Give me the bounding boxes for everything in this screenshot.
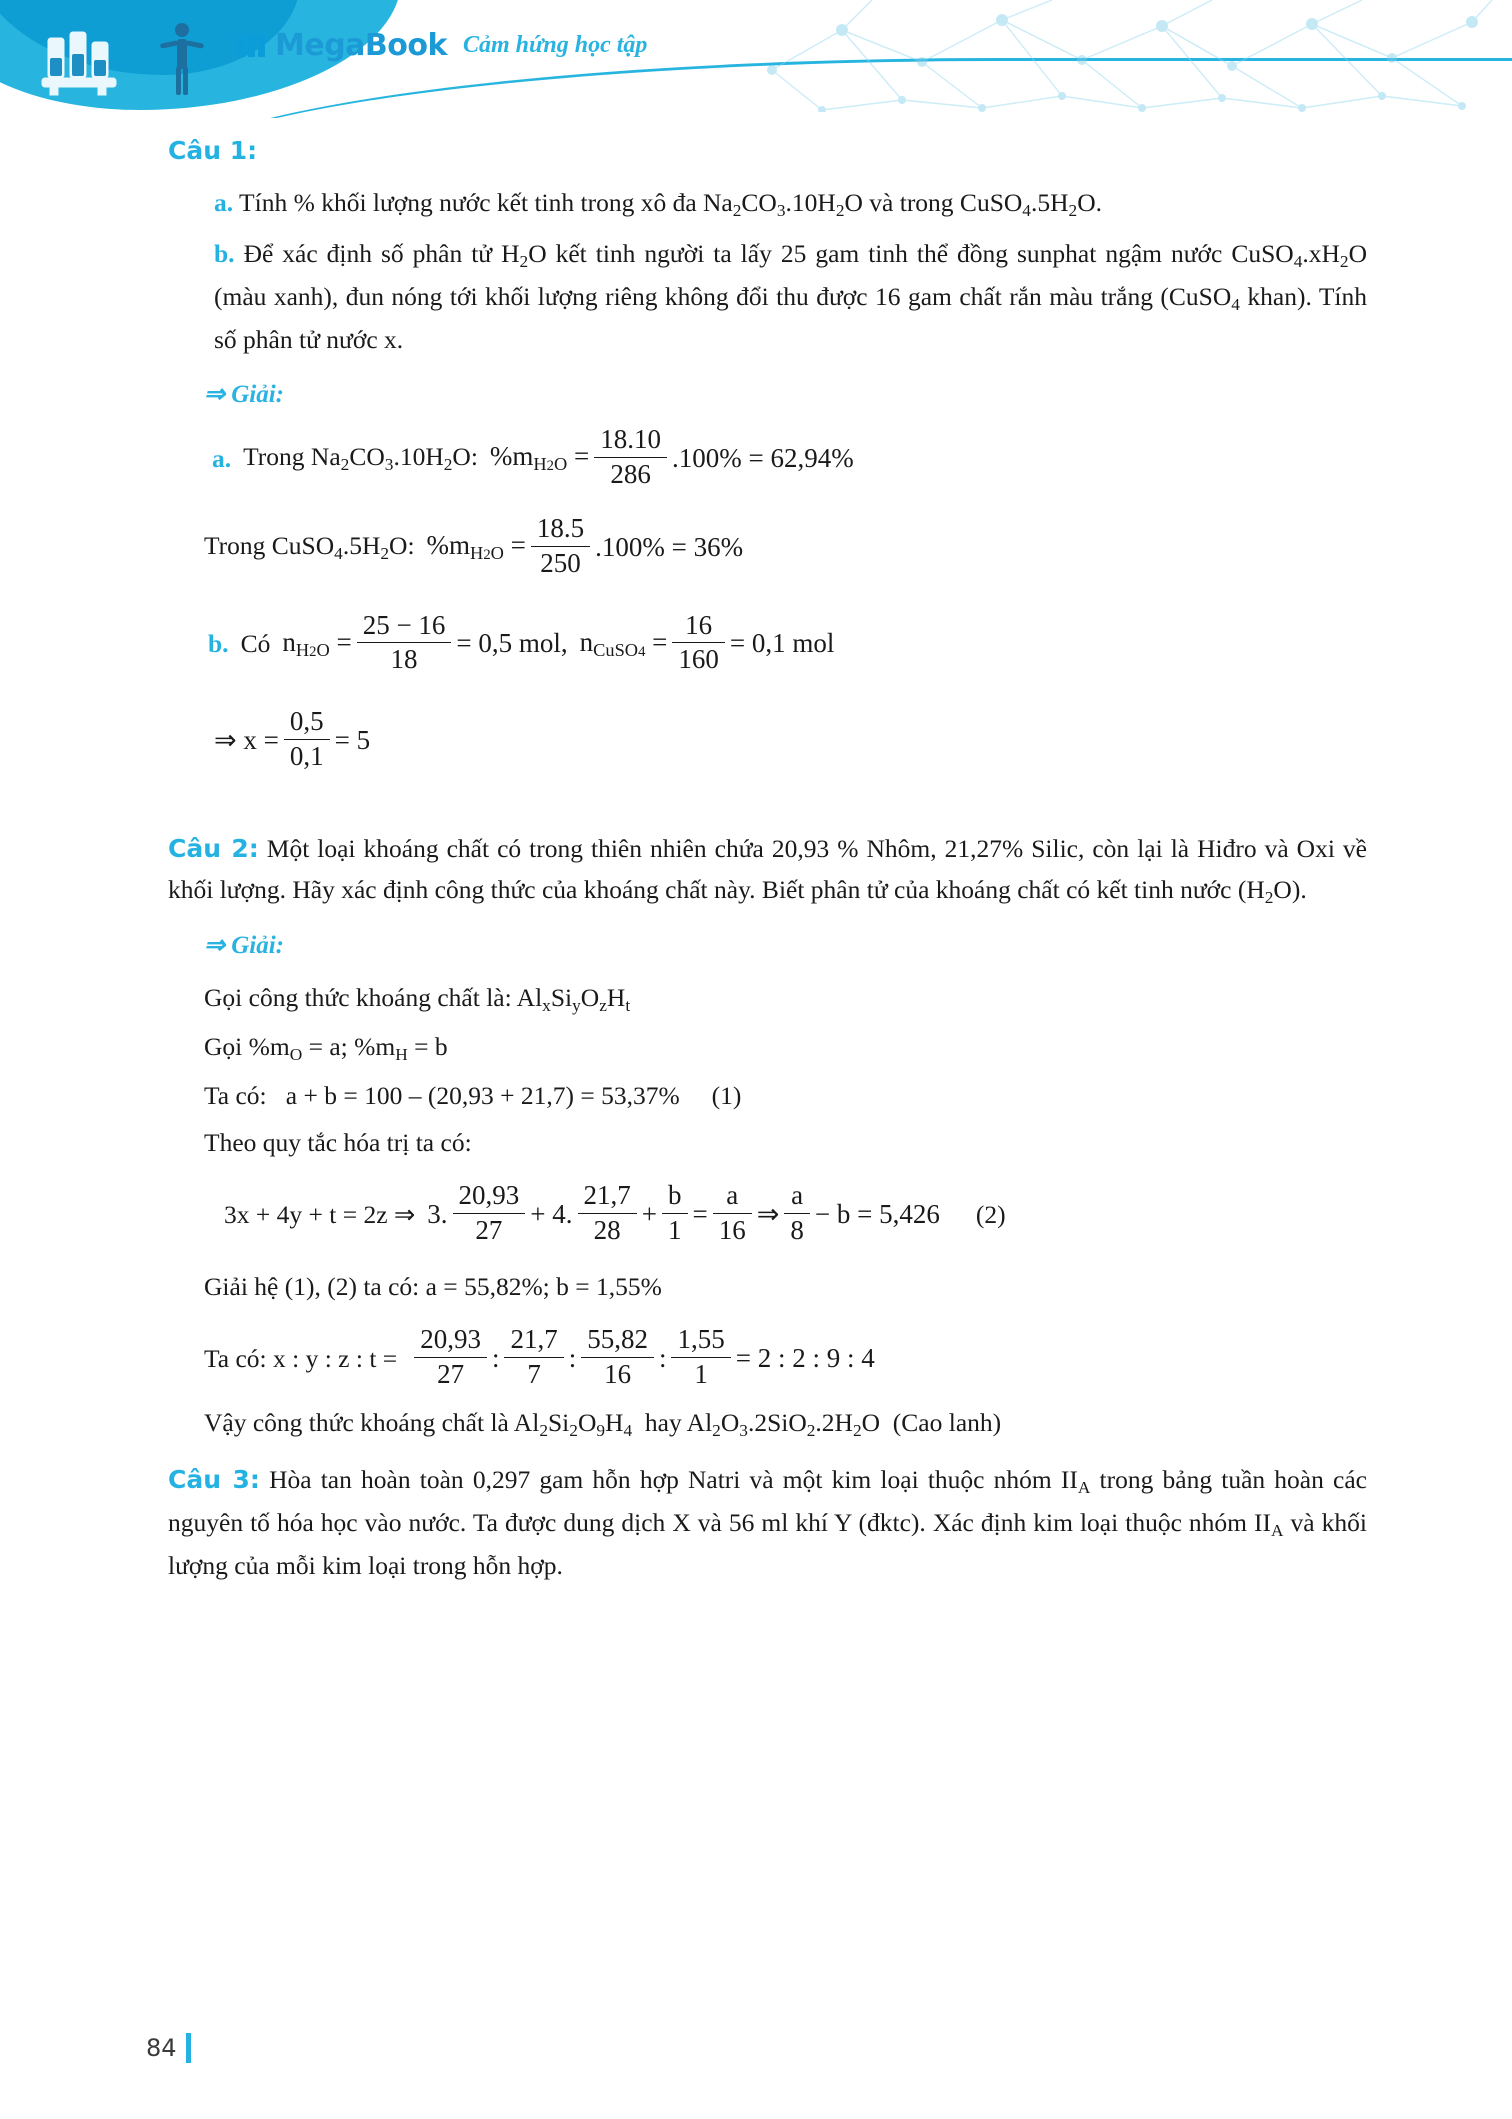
molecule-network-icon: [752, 0, 1512, 112]
page-footer: [146, 2033, 191, 2063]
fraction-a-over-8: $\frac{a}{8}$: [784, 1180, 810, 1247]
q2-line-percent-vars: Gọi $\%m_O = a$; $\%m_H = b$: [204, 1031, 448, 1064]
document-content: [0, 130, 1512, 1595]
chemistry-flask-icon: [40, 28, 160, 98]
brand-logo: [238, 28, 647, 63]
question-1-part-b: b. Để xác định số phân tử $H_2O$ kết tinh người ta lấy 25 gam tinh thể đồng sunphat ngậm nước $CuSO_4.xH_2O$ (màu xanh), đun nóng tới khối lượng riêng không đổi thu được 16 gam chất rắn màu trắng (CuSO$_4$ khan). Tính số phân tử nước x.: [214, 239, 1367, 355]
q2-line-valence-rule: Theo quy tắc hóa trị ta có:: [204, 1128, 472, 1158]
logo-bars-icon: [238, 35, 265, 57]
fraction-16-over-160: $\frac{16}{160}$: [672, 610, 725, 677]
fraction-18-10-over-286: $\frac{18.10}{286}$: [594, 424, 667, 491]
page-number-bar-icon: [186, 2033, 191, 2063]
q1-solution-b-line2: ⇒ x = $\frac{0,5}{0,1}$ = 5: [214, 706, 371, 772]
q1-solution-a-line1: a. Trong $Na_2CO_3.10H_2O$: $\%m_{H2O}$ = $\frac{18.10}{286}$ .100% = 62,94%: [212, 424, 854, 489]
logo-slogan: Cảm hứng học tập: [462, 32, 648, 58]
fraction-25-minus-16-over-18: $\frac{25 - 16}{18}$: [357, 610, 452, 677]
q2-line-formula: Gọi công thức khoáng chất là: $Al_xSi_yO_zH_t$: [204, 982, 631, 1015]
q2-ratio-equation: Ta có: x : y : z : t = $\frac{20,93}{27}$ : $\frac{21,7}{7}$ : $\frac{55,82}{16}$ : $\frac{1,55}{1}$ = 2 : 2 : 9 : 4: [204, 1324, 875, 1390]
fraction-0-5-over-0-1: $\frac{0,5}{0,1}$: [284, 706, 330, 773]
question-1-solution-label: ⇒ Giải:: [204, 380, 284, 408]
fraction-20-93-over-27-ratio: $\frac{20,93}{27}$: [414, 1324, 487, 1391]
q2-line-eq1: Ta có: a + b = 100 – (20,93 + 21,7) = 53,37% (1): [204, 1080, 742, 1110]
fraction-20-93-over-27: $\frac{20,93}{27}$: [453, 1180, 526, 1247]
q1-solution-b-line1: b. Có $n_{H2O}$ = $\frac{25 - 16}{18}$ = 0,5 mol , $n_{CuSO4}$ = $\frac{16}{160}$ = 0,1 mol: [208, 609, 835, 675]
fraction-b-over-1: $\frac{b}{1}$: [662, 1180, 688, 1247]
standing-person-icon: [160, 18, 204, 98]
question-3: Câu 3: Hòa tan hoàn toàn 0,297 gam hỗn hợp Natri và một kim loại thuộc nhóm $II_A$ trong bảng tuần hoàn các nguyên tố hóa học vào nước. Ta được dung dịch X và 56 ml khí Y (đktc). Xác định kim loại thuộc nhóm $II_A$ và khối lượng của mỗi kim loại trong hỗn hợp.: [168, 1465, 1367, 1580]
page-header: [0, 0, 1512, 118]
question-2-solution-label: ⇒ Giải:: [204, 932, 284, 960]
page-number: 84: [146, 2034, 177, 2062]
fraction-1-55-over-1: $\frac{1,55}{1}$: [671, 1324, 730, 1391]
q1-solution-a-line2: Trong $CuSO_4.5H_2O$: $\%m_{H2O}$ = $\frac{18.5}{250}$ .100% = 36%: [204, 512, 744, 578]
fraction-a-over-16: $\frac{a}{16}$: [713, 1180, 752, 1247]
question-1-label: Câu 1:: [168, 136, 258, 165]
fraction-21-7-over-7: $\frac{21,7}{7}$: [504, 1324, 563, 1391]
question-1-part-a: a. Tính % khối lượng nước kết tinh trong xô đa $Na_2CO_3.10H_2O$ và trong $CuSO_4.5H_2O$.: [214, 187, 1102, 220]
fraction-18-5-over-250: $\frac{18.5}{250}$: [531, 513, 590, 580]
fraction-55-82-over-16: $\frac{55,82}{16}$: [581, 1324, 654, 1391]
question-2: Câu 2: Một loại khoáng chất có trong thiên nhiên chứa 20,93 % Nhôm, 21,27% Silic, còn lại là Hiđro và Oxi về khối lượng. Hãy xác định công thức của khoáng chất này. Biết phân tử của khoáng chất có kết tinh nước $(H_2O)$.: [168, 833, 1367, 908]
logo-text: MegaBook: [275, 28, 447, 63]
q2-line-solve-system: Giải hệ (1), (2) ta có: a = 55,82%; b = 1,55%: [204, 1272, 662, 1302]
q2-conclusion: Vậy công thức khoáng chất là $Al_2Si_2O_9H_4$ hay $Al_2O_3.2SiO_2.2H_2O$ (Cao lanh): [204, 1408, 1002, 1440]
q2-equation-2: 3x + 4y + t = 2z ⇒ 3. $\frac{20,93}{27}$ + 4. $\frac{21,7}{28}$ + $\frac{b}{1}$ = $\frac{a}{16}$ ⇒ $\frac{a}{8}$ − b = 5,426 (2): [224, 1180, 1006, 1246]
fraction-21-7-over-28: $\frac{21,7}{28}$: [578, 1180, 637, 1247]
